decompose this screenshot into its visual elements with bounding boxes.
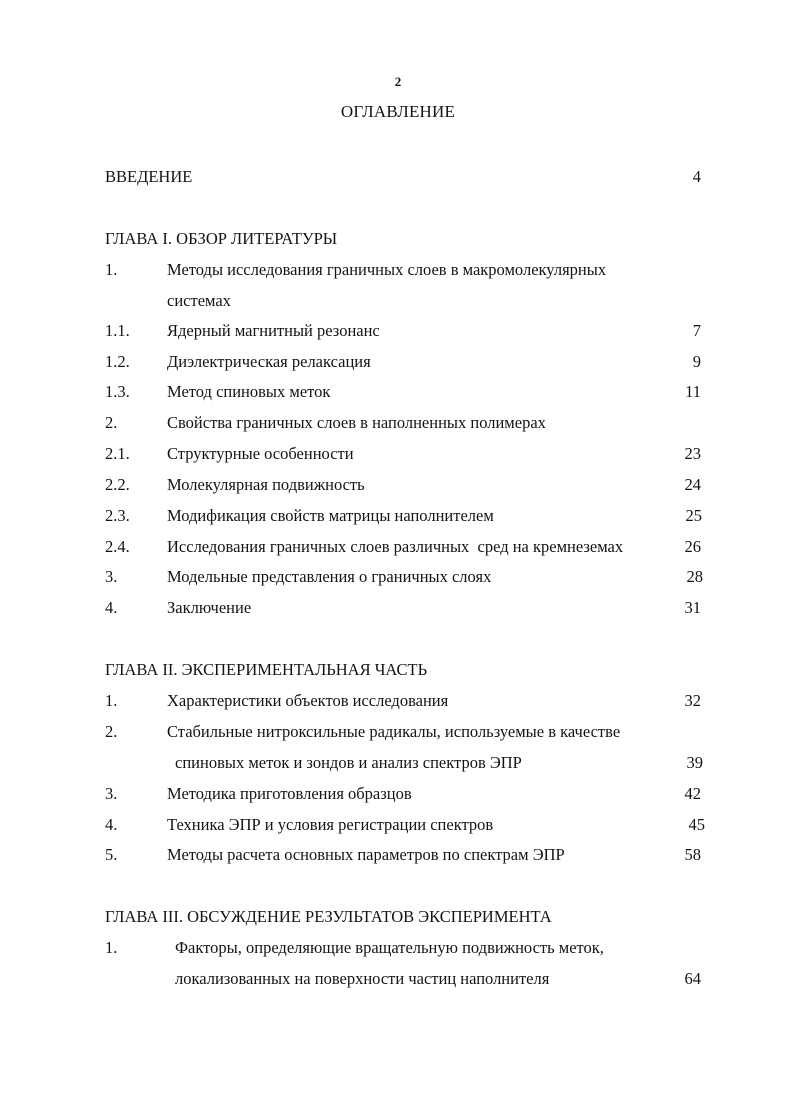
toc-entry-continuation [0,967,796,991]
toc-entry-continuation [0,751,796,775]
toc-entry [0,782,796,806]
toc-entry [0,813,796,837]
entry-text: Свойства граничных слоев в наполненных полимерах [167,413,546,432]
entry-number: 1. [105,691,118,710]
toc-entry [0,258,796,282]
entry-page: 25 [685,506,702,525]
chapter-title: ГЛАВА I. ОБЗОР ЛИТЕРАТУРЫ [105,229,338,248]
entry-page: 42 [684,784,701,803]
toc-entry [0,720,796,744]
entry-text: Ядерный магнитный резонанс [167,321,380,340]
toc-entry [0,442,796,466]
entry-number: 3. [105,784,118,803]
entry-number: 1.1. [105,321,130,340]
toc-entry [0,411,796,435]
intro-label: ВВЕДЕНИЕ [105,167,193,186]
entry-page: 23 [684,444,701,463]
entry-text: Диэлектрическая релаксация [167,352,371,371]
entry-text: системах [167,291,231,310]
entry-text: Методы расчета основных параметров по спектрам ЭПР [167,845,565,864]
entry-text: Метод спиновых меток [167,382,331,401]
toc-entry [0,350,796,374]
entry-number: 1.3. [105,382,130,401]
toc-entry [0,504,796,528]
entry-number: 5. [105,845,118,864]
entry-number: 4. [105,815,118,834]
entry-number: 2.4. [105,537,130,556]
toc-entry [0,380,796,404]
entry-page: 28 [686,567,703,586]
chapter-title: ГЛАВА II. ЭКСПЕРИМЕНТАЛЬНАЯ ЧАСТЬ [105,660,428,679]
entry-number: 2.1. [105,444,130,463]
entry-page: 58 [684,845,701,864]
entry-page: 32 [684,691,701,710]
chapter-1-heading [0,227,796,251]
entry-page: 31 [684,598,701,617]
entry-text: Методика приготовления образцов [167,784,412,803]
toc-entry-continuation [0,289,796,313]
toc-entry-intro [0,165,796,189]
entry-text: Модификация свойств матрицы наполнителем [167,506,494,525]
toc-entry [0,689,796,713]
entry-text: Заключение [167,598,252,617]
entry-page: 26 [684,537,701,556]
page-number: 2 [394,74,402,89]
entry-page: 7 [692,321,701,340]
entry-text: Модельные представления о граничных слоях [167,567,492,586]
chapter-3-heading [0,905,796,929]
entry-text: Молекулярная подвижность [167,475,365,494]
entry-page: 11 [685,382,701,401]
entry-number: 3. [105,567,118,586]
entry-text: Техника ЭПР и условия регистрации спектров [167,815,494,834]
toc-entry [0,596,796,620]
entry-page: 24 [684,475,701,494]
chapter-2-heading [0,658,796,682]
entry-page: 9 [692,352,701,371]
entry-text: локализованных на поверхности частиц наполнителя [175,969,550,988]
entry-number: 4. [105,598,118,617]
entry-page: 45 [688,815,705,834]
entry-text: Стабильные нитроксильные радикалы, используемые в качестве [167,722,621,741]
toc-entry [0,473,796,497]
toc-entry [0,565,796,589]
entry-number: 2.3. [105,506,130,525]
intro-page: 4 [692,167,701,186]
entry-number: 1. [105,938,118,957]
entry-text: Методы исследования граничных слоев в макромолекулярных [167,260,607,279]
entry-page: 39 [686,753,703,772]
entry-text: спиновых меток и зондов и анализ спектров ЭПР [175,753,522,772]
toc-entry [0,535,796,559]
toc-entry [0,936,796,960]
toc-entry [0,319,796,343]
entry-number: 1.2. [105,352,130,371]
entry-number: 2.2. [105,475,130,494]
entry-text: Исследования граничных слоев различных сред на кремнеземах [167,537,624,556]
entry-text: Факторы, определяющие вращательную подвижность меток, [175,938,604,957]
entry-text: Характеристики объектов исследования [167,691,449,710]
chapter-title: ГЛАВА III. ОБСУЖДЕНИЕ РЕЗУЛЬТАТОВ ЭКСПЕРИМЕНТА [105,907,552,926]
entry-text: Структурные особенности [167,444,354,463]
toc-entry [0,843,796,867]
entry-page: 64 [684,969,701,988]
entry-number: 1. [105,260,118,279]
entry-number: 2. [105,413,118,432]
toc-title: ОГЛАВЛЕНИЕ [340,102,456,121]
entry-number: 2. [105,722,118,741]
